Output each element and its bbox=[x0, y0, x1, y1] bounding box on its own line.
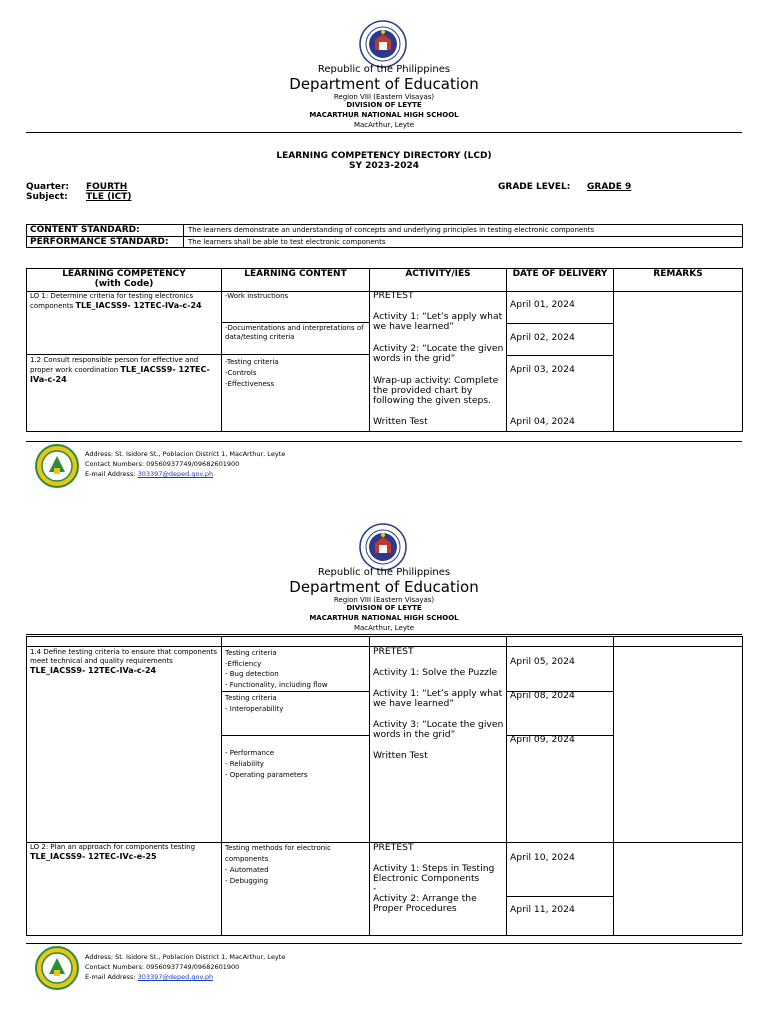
date-item: April 08, 2024 bbox=[510, 690, 575, 701]
town-line: MacArthur, Leyte bbox=[353, 624, 415, 632]
page1-activities bbox=[373, 291, 504, 427]
department-title: Department of Education bbox=[289, 75, 479, 93]
activity-item: Activity 1: “Let’s apply what we have learned” bbox=[373, 311, 503, 332]
republic-line: Republic of the Philippines bbox=[317, 567, 451, 578]
republic-line: Republic of the Philippines bbox=[317, 64, 451, 75]
activity-item: PRETEST bbox=[373, 290, 414, 301]
lo12-content-item: -Controls bbox=[225, 369, 257, 377]
row-divider-content-2 bbox=[221, 735, 370, 736]
header-divider bbox=[26, 634, 742, 635]
performance-standard-label: PERFORMANCE STANDARD: bbox=[30, 237, 169, 247]
footer-email-link[interactable]: 303397@deped.gov.ph bbox=[137, 973, 214, 981]
row-divider-date-3 bbox=[506, 896, 614, 897]
header-competency-sub: (with Code) bbox=[94, 279, 154, 289]
footer-divider bbox=[26, 943, 742, 944]
grade-level-value: GRADE 9 bbox=[587, 182, 632, 192]
col-divider-2 bbox=[369, 636, 370, 936]
date-item: April 11, 2024 bbox=[510, 904, 575, 915]
content-item: Testing criteria bbox=[225, 694, 277, 702]
lo1-content-b: -Documentations and interpretations of data/testing criteria bbox=[225, 324, 364, 341]
content-item: - Interoperability bbox=[225, 704, 284, 713]
activity-item: PRETEST bbox=[373, 842, 414, 853]
school-line: MACARTHUR NATIONAL HIGH SCHOOL bbox=[309, 614, 459, 622]
department-title: Department of Education bbox=[289, 578, 479, 596]
footer-email-label: E-mail Address: bbox=[85, 470, 138, 478]
date-item: April 05, 2024 bbox=[510, 656, 575, 667]
activity-item: Activity 3: “Locate the given words in the grid” bbox=[373, 719, 504, 740]
row-divider-content-1 bbox=[221, 322, 370, 323]
activity-item: Activity 2: “Locate the given words in the grid” bbox=[373, 343, 504, 364]
lo2-content bbox=[225, 843, 367, 887]
activity-item: Activity 1: Solve the Puzzle bbox=[373, 667, 498, 678]
activity-item: Written Test bbox=[373, 750, 428, 761]
header-remarks: REMARKS bbox=[653, 269, 703, 279]
lo12-cell bbox=[30, 356, 218, 385]
date-item: April 04, 2024 bbox=[510, 416, 575, 427]
footer-email-line bbox=[85, 973, 213, 983]
content-standard-label: CONTENT STANDARD: bbox=[30, 225, 140, 235]
lo1-content-a: -Work instructions bbox=[225, 292, 289, 300]
footer-contact: Contact Numbers: 09560937749/09682601900 bbox=[85, 460, 240, 468]
date-item: April 02, 2024 bbox=[510, 332, 575, 343]
standards-col-divider bbox=[183, 224, 184, 248]
lo14-content-b bbox=[225, 693, 367, 714]
activity-item: PRETEST bbox=[373, 646, 414, 657]
date-item: April 01, 2024 bbox=[510, 299, 575, 310]
content-item: - Automated bbox=[225, 866, 269, 874]
header-date: DATE OF DELIVERY bbox=[512, 269, 608, 279]
quarter-value: FOURTH bbox=[86, 182, 128, 192]
header-content: LEARNING CONTENT bbox=[244, 269, 347, 279]
region-line: Region VIII (Eastern Visayas) bbox=[333, 93, 435, 101]
lo2-cell bbox=[30, 843, 218, 861]
content-item: - Functionality, including flow bbox=[225, 680, 328, 689]
lo2-code: TLE_IACSS9- 12TEC-IVc-e-25 bbox=[30, 852, 157, 861]
content-item: -Efficiency bbox=[225, 659, 262, 668]
lo12-content bbox=[225, 357, 367, 390]
region-line: Region VIII (Eastern Visayas) bbox=[333, 596, 435, 604]
activity-item: Written Test bbox=[373, 416, 428, 427]
content-item: - Operating parameters bbox=[225, 771, 308, 779]
col-divider-3 bbox=[506, 268, 507, 432]
performance-standard-text: The learners shall be able to test electronic components bbox=[188, 238, 386, 246]
header-activity: ACTIVITY/IES bbox=[405, 269, 471, 279]
deped-seal-logo bbox=[359, 20, 407, 68]
lo1-text: LO 1: Determine criteria for testing electronics components bbox=[30, 292, 194, 310]
lo2-activities bbox=[373, 843, 504, 914]
school-logo bbox=[35, 444, 79, 488]
lo2-text: LO 2: Plan an approach for components testing bbox=[30, 843, 196, 851]
date-item: April 03, 2024 bbox=[510, 364, 575, 375]
activity-item: Wrap-up activity: Complete the provided chart by following the given steps. bbox=[373, 375, 499, 406]
col-divider-1 bbox=[221, 268, 222, 432]
header-divider bbox=[26, 132, 742, 133]
activity-item: - bbox=[373, 883, 377, 894]
footer-email-line bbox=[85, 470, 213, 480]
footer-email-link[interactable]: 303397@deped.gov.ph bbox=[137, 470, 214, 478]
subject-value: TLE (ICT) bbox=[86, 192, 132, 202]
footer-email-label: E-mail Address: bbox=[85, 973, 138, 981]
lo14-text: 1.4 Define testing criteria to ensure that components meet technical and quality requirements bbox=[30, 648, 218, 665]
lo12-text: 1.2 Consult responsible person for effective and proper work coordination bbox=[30, 356, 199, 374]
school-year: SY 2023-2024 bbox=[349, 161, 419, 171]
content-item: - Bug detection bbox=[225, 670, 279, 678]
row-divider-date-2 bbox=[506, 355, 614, 356]
lo14-activities bbox=[373, 647, 504, 761]
col-divider-3 bbox=[506, 636, 507, 936]
row-divider-lo bbox=[26, 354, 222, 355]
col-divider-4 bbox=[613, 636, 614, 936]
date-item: April 09, 2024 bbox=[510, 734, 575, 745]
lo1-code: TLE_IACSS9- 12TEC-IVa-c-24 bbox=[75, 301, 202, 310]
row-divider-content-2 bbox=[221, 354, 370, 355]
grade-level-label: GRADE LEVEL: bbox=[498, 182, 571, 192]
activity-item: Activity 1: Steps in Testing Electronic Components bbox=[373, 863, 495, 884]
lo14-cell bbox=[30, 648, 218, 676]
col-divider-1 bbox=[221, 636, 222, 936]
content-item: - Debugging bbox=[225, 877, 269, 885]
row-divider-date-1 bbox=[506, 323, 614, 324]
lo12-content-item: -Effectiveness bbox=[225, 380, 275, 388]
activity-item: Activity 2: Arrange the Proper Procedures bbox=[373, 893, 477, 914]
lo14-code: TLE_IACSS9- 12TEC-IVa-c-24 bbox=[30, 666, 157, 675]
content-item: - Reliability bbox=[225, 760, 264, 768]
footer-address: Address: St. Isidore St., Poblacion District 1, MacArthur, Leyte bbox=[85, 953, 286, 961]
division-line: DIVISION OF LEYTE bbox=[346, 101, 422, 109]
lo1-cell bbox=[30, 292, 218, 311]
row-divider-content-1 bbox=[221, 691, 370, 692]
activity-item: Activity 1: “Let’s apply what we have learned” bbox=[373, 688, 503, 709]
content-item: Testing criteria bbox=[225, 649, 277, 657]
deped-seal-logo bbox=[359, 523, 407, 571]
quarter-label: Quarter: bbox=[26, 182, 70, 192]
header-competency: LEARNING COMPETENCY bbox=[62, 269, 186, 279]
school-logo bbox=[35, 946, 79, 990]
document-title: LEARNING COMPETENCY DIRECTORY (LCD) bbox=[276, 151, 492, 161]
content-item: - Performance bbox=[225, 749, 275, 757]
col-divider-2 bbox=[369, 268, 370, 432]
division-line: DIVISION OF LEYTE bbox=[346, 604, 422, 612]
footer-divider bbox=[26, 441, 742, 442]
lo14-content-c bbox=[225, 748, 367, 781]
content-item: Testing methods for electronic components bbox=[225, 844, 331, 863]
subject-label: Subject: bbox=[26, 192, 68, 202]
col-divider-4 bbox=[613, 268, 614, 432]
footer-contact: Contact Numbers: 09560937749/09682601900 bbox=[85, 963, 240, 971]
content-standard-text: The learners demonstrate an understanding of concepts and underlying principles in testing electronic components bbox=[188, 226, 595, 234]
lo12-content-item: -Testing criteria bbox=[225, 358, 279, 366]
lo14-content-a bbox=[225, 648, 367, 690]
lo12-code: TLE_IACSS9- 12TEC-IVa-c-24 bbox=[30, 365, 210, 384]
town-line: MacArthur, Leyte bbox=[353, 121, 415, 129]
school-line: MACARTHUR NATIONAL HIGH SCHOOL bbox=[309, 111, 459, 119]
date-item: April 10, 2024 bbox=[510, 852, 575, 863]
footer-address: Address: St. Isidore St., Poblacion District 1, MacArthur, Leyte bbox=[85, 450, 286, 458]
